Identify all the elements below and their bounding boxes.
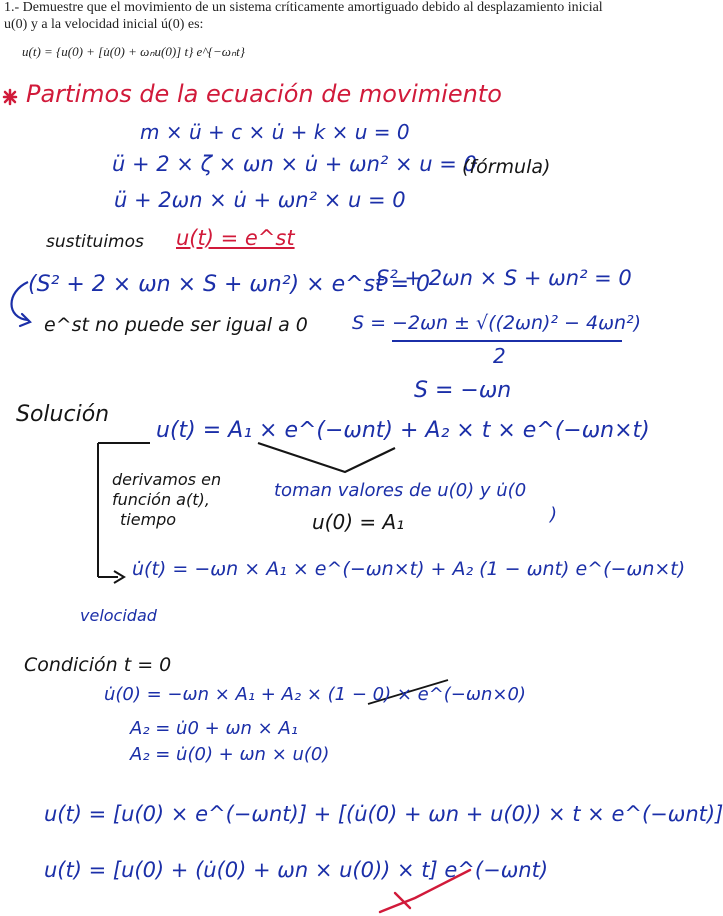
condition-label: Condición t = 0	[24, 654, 172, 676]
solution-label: Solución	[16, 402, 110, 427]
characteristic-root: S = −ωn	[414, 378, 512, 403]
condition-equation-2: A₂ = u̇0 + ωn × A₁	[130, 718, 298, 739]
initial-displacement: u(0) = A₁	[312, 510, 405, 534]
notes-heading: Partimos de la ecuación de movimiento	[26, 80, 502, 108]
problem-line-1: 1.- Demuestre que el movimiento de un sistema críticamente amortiguado debido al desplazamiento inicial	[4, 0, 603, 15]
initial-values-note: toman valores de u(0) y u̇(0	[274, 480, 527, 501]
initial-values-paren: )	[550, 504, 558, 525]
derive-label-line-1: derivamos en	[112, 470, 222, 489]
formula-note: (fórmula)	[462, 156, 551, 178]
equation-normalized: ü + 2 × ζ × ωn × u̇ + ωn² × u = 0	[112, 152, 477, 176]
exponential-note: e^st no puede ser igual a 0	[44, 314, 308, 336]
substitution-equation: u(t) = e^st	[176, 226, 295, 250]
equation-of-motion: m × ü + c × u̇ + k × u = 0	[140, 120, 410, 144]
quadratic-denominator: 2	[493, 344, 506, 368]
velocity-label: velocidad	[80, 606, 157, 625]
condition-equation-1: u̇(0) = −ωn × A₁ + A₂ × (1 − 0) × e^(−ωn×0)	[104, 684, 526, 705]
final-equation-expanded: u(t) = [u(0) × e^(−ωnt)] + [(u̇(0) + ωn + u(0)) × t × e^(−ωnt)]	[44, 802, 723, 826]
general-solution: u(t) = A₁ × e^(−ωnt) + A₂ × t × e^(−ωn×t)	[156, 418, 650, 443]
characteristic-equation-right: S² + 2ωn × S + ωn² = 0	[376, 266, 632, 290]
problem-line-2: u(0) y a la velocidad inicial ú(0) es:	[4, 17, 204, 32]
derive-label-line-2: función a(t),	[112, 490, 210, 509]
problem-formula: u(t) = {u(0) + [u̇(0) + ωₙu(0)] t} e^{−ωₙt}	[22, 44, 245, 59]
condition-equation-3: A₂ = u̇(0) + ωn × u(0)	[130, 744, 330, 765]
quadratic-numerator: S = −2ωn ± √((2ωn)² − 4ωn²)	[352, 312, 642, 334]
derive-label-line-3: tiempo	[120, 510, 177, 529]
characteristic-equation-left: (S² + 2 × ωn × S + ωn²) × e^st = 0	[28, 272, 431, 297]
velocity-equation: u̇(t) = −ωn × A₁ × e^(−ωn×t) + A₂ (1 − ωnt) e^(−ωn×t)	[132, 558, 686, 580]
substitution-label: sustituimos	[46, 232, 144, 252]
equation-critical: ü + 2ωn × u̇ + ωn² × u = 0	[114, 188, 406, 212]
final-equation-result: u(t) = [u(0) + (u̇(0) + ωn × u(0)) × t] e^(−ωnt)	[44, 858, 549, 882]
fraction-bar	[392, 340, 622, 342]
